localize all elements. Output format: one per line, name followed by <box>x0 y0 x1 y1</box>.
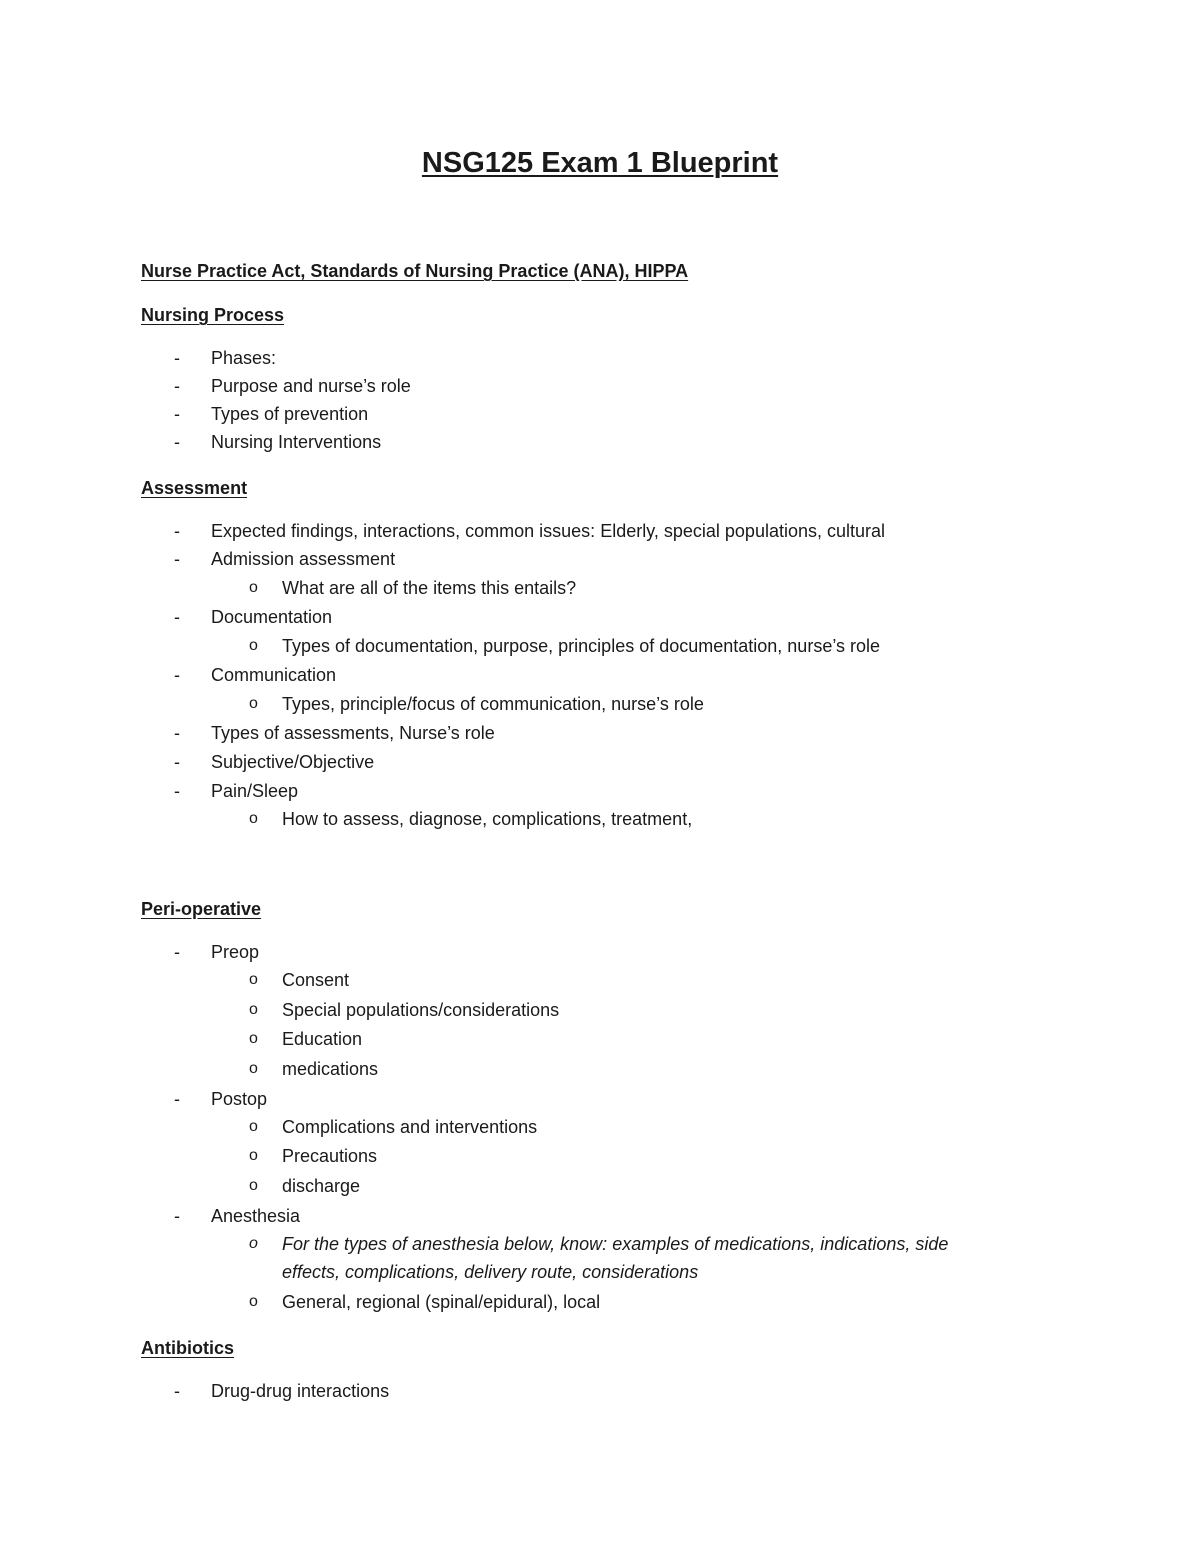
page-title: NSG125 Exam 1 Blueprint <box>421 147 779 179</box>
list-item: Purpose and nurse’s role <box>211 376 411 396</box>
section-heading-nursing-process: Nursing Process <box>141 305 285 325</box>
sub-bullet-marker: o <box>249 1293 258 1310</box>
sub-bullet-marker: o <box>249 1235 258 1252</box>
list-item: Nursing Interventions <box>211 432 382 452</box>
sub-list-item: Precautions <box>282 1146 378 1166</box>
dash-marker: - <box>174 521 180 541</box>
list-item: Preop <box>211 942 260 962</box>
sub-list-item: medications <box>282 1059 379 1079</box>
list-item: Subjective/Objective <box>211 752 375 772</box>
dash-marker: - <box>174 404 180 424</box>
list-item: Drug-drug interactions <box>211 1381 390 1401</box>
section-heading-npa: Nurse Practice Act, Standards of Nursing Practice (ANA), HIPPA <box>141 261 689 281</box>
list-item: Expected findings, interactions, common issues: Elderly, special populations, cultural <box>211 521 886 541</box>
sub-bullet-marker: o <box>249 1118 258 1135</box>
sub-list-item-continuation: effects, complications, delivery route, considerations <box>282 1262 699 1282</box>
dash-marker: - <box>174 348 180 368</box>
sub-list-item: General, regional (spinal/epidural), local <box>282 1292 601 1312</box>
list-item: Anesthesia <box>211 1206 301 1226</box>
sub-bullet-marker: o <box>249 1177 258 1194</box>
sub-bullet-marker: o <box>249 1060 258 1077</box>
sub-list-item: Complications and interventions <box>282 1117 538 1137</box>
sub-bullet-marker: o <box>249 1030 258 1047</box>
dash-marker: - <box>174 781 180 801</box>
dash-marker: - <box>174 1089 180 1109</box>
section-heading-antibiotics: Antibiotics <box>141 1338 234 1358</box>
sub-list-item: Special populations/considerations <box>282 1000 560 1020</box>
dash-marker: - <box>174 432 180 452</box>
sub-list-item: Types of documentation, purpose, principles of documentation, nurse’s role <box>282 636 881 656</box>
dash-marker: - <box>174 665 180 685</box>
list-item: Admission assessment <box>211 549 396 569</box>
sub-bullet-marker: o <box>249 695 258 712</box>
sub-bullet-marker: o <box>249 971 258 988</box>
dash-marker: - <box>174 1381 180 1401</box>
dash-marker: - <box>174 942 180 962</box>
sub-bullet-marker: o <box>249 1147 258 1164</box>
list-item: Documentation <box>211 607 333 627</box>
sub-bullet-marker: o <box>249 637 258 654</box>
sub-bullet-marker: o <box>249 1001 258 1018</box>
sub-list-item: For the types of anesthesia below, know: examples of medications, indications, side <box>282 1234 949 1254</box>
dash-marker: - <box>174 752 180 772</box>
sub-bullet-marker: o <box>249 810 258 827</box>
section-heading-perioperative: Peri-operative <box>141 899 262 919</box>
list-item: Communication <box>211 665 337 685</box>
sub-list-item: Education <box>282 1029 363 1049</box>
list-item: Types of prevention <box>211 404 369 424</box>
list-item: Postop <box>211 1089 268 1109</box>
dash-marker: - <box>174 723 180 743</box>
dash-marker: - <box>174 1206 180 1226</box>
dash-marker: - <box>174 549 180 569</box>
sub-bullet-marker: o <box>249 579 258 596</box>
sub-list-item: What are all of the items this entails? <box>282 578 577 598</box>
sub-list-item: Types, principle/focus of communication, nurse’s role <box>282 694 704 714</box>
list-item: Phases: <box>211 348 277 368</box>
list-item: Types of assessments, Nurse’s role <box>211 723 495 743</box>
sub-list-item: Consent <box>282 970 350 990</box>
sub-list-item: discharge <box>282 1176 361 1196</box>
dash-marker: - <box>174 607 180 627</box>
sub-list-item: How to assess, diagnose, complications, treatment, <box>282 809 693 829</box>
section-heading-assessment: Assessment <box>141 478 248 498</box>
list-item: Pain/Sleep <box>211 781 299 801</box>
dash-marker: - <box>174 376 180 396</box>
